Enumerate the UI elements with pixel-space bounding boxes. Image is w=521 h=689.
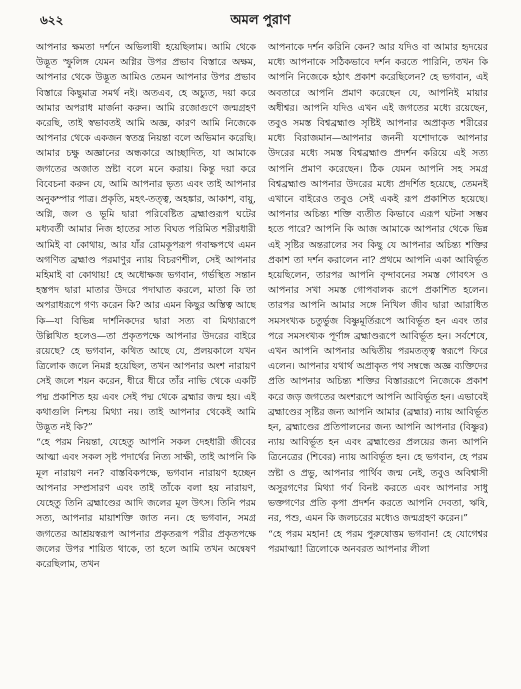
- running-title: অমল পুরাণ: [230, 13, 291, 28]
- left-paragraph-2: “হে পরম নিয়ন্তা, যেহেতু আপনি সকল দেহধারী জীবের আত্মা এবং সকল সৃষ্ট পদার্থের নিত্য সাক্ষী, তাই আপনি কি মূল নারায়ণ নন? বাস্তবিকপক্ষে, ভগবান নারায়ণ হচ্ছেন আপনার সম্প্রসারণ এবং তাই তাঁকে বলা হয় নারায়ণ, যেহেতু তিনি ব্রহ্মাণ্ডের আদি জলের মূল উৎস। তিনি পরম সত্য, আপনার মায়াশক্তি জাত নন। হে ভগবান, সমগ্র জগতের আশ্রয়স্বরূপ আপনার প্রকৃতরূপ পরীর প্রকৃতপক্ষে জলের উপর শায়িত থাকে, তা হলে আমি তখন অন্বেষণ করেছিলাম, তখন: [36, 437, 256, 570]
- left-text-column: [36, 40, 256, 680]
- page-number: ৬২২: [40, 13, 64, 27]
- right-paragraph-2: “হে পরম মহান! হে পরম পুরুষোত্তম ভগবান! হে যোগেশ্বর পরমাত্মা! ত্রিলোকে অনবরত আপনার লীলা: [268, 528, 488, 555]
- left-paragraph-1: আপনার ক্ষমতা দর্শনে অভিলাষী হয়েছিলাম। আমি থেকে উদ্ভূত স্ফুলিঙ্গ যেমন অগ্নির উপর প্রভাব বিস্তারে অক্ষম, আপনার থেকে উদ্ভূত আমিও তেমন আপনার উপর প্রভাব বিস্তারে কিছুমাত্র সমর্থ নই। অতএব, হে অচ্যুত, দয়া করে আমার অপরাধ মার্জনা করুন। আমি রজোগুণে জন্মগ্রহণ করেছি, তাই স্বভাবতই আমি অজ্ঞ, কারণ আমি নিজেকে আপনার থেকে একজন স্বতন্ত্র নিয়ন্তা বলে অভিমান করেছি। আমার চক্ষু অজ্ঞানের অন্ধকারে আচ্ছাদিত, যা আমাকে জগতের অজাত স্রষ্টা বলে মনে করায়। কিন্তু দয়া করে বিবেচনা করুন যে, আমি আপনার ভৃত্য এবং তাই আপনার অনুকম্পার পাত্র। প্রকৃতি, মহৎ-তত্ত্ব, অহঙ্কার, আকাশ, বায়ু, অগ্নি, জল ও ভূমি দ্বারা পরিবেষ্টিত ব্রহ্মাণ্ডরূপ ঘটের মধ্যবর্তী আমার নিজ হাতের সাত বিঘত পরিমিত শরীরধারী আমিই বা কোথায়, আর যাঁর রোমকূপরূপ গবাক্ষপথে এমন অগণিত ব্রহ্মাণ্ড পরমাণুর ন্যায় বিচরণশীল, সেই আপনার মহিমাই বা কোথায়! হে অধোক্ষজ ভগবান, গর্ভস্থিত সন্তান হস্তপদ দ্বারা মাতার উদরে পদাঘাত করলে, মাতা কি তা অপরাধরূপে গণ্য করেন কি? আর এমন কিছুর অস্তিত্ব আছে কি—যা বিভিন্ন দার্শনিকদের দ্বারা সত্য বা মিথ্যারূপে উল্লিখিত হলেও—তা প্রকৃতপক্ষে আপনার উদরের বাইরে রয়েছে? হে ভগবান, কথিত আছে যে, প্রলয়কালে যখন ত্রিলোক জলে নিমগ্ন হয়েছিল, তখন আপনার অংশ নারায়ণ সেই জলে শয়ন করেন, ধীরে ধীরে তাঁর নাভি থেকে একটি পদ্ম প্রকাশিত হয় এবং সেই পদ্ম থেকে ব্রহ্মার জন্ম হয়। এই কথাগুলি নিশ্চয় মিথ্যা নয়। তাই আপনার থেকেই আমি উদ্ভূত নই কি?”: [36, 42, 256, 434]
- right-paragraph-1: আপনাকে দর্শন করিনি কেন? আর যদিও বা আমার হৃদয়ের মধ্যে আপনাকে সঠিকভাবে দর্শন করতে পারিনি, তখন কি আপনি নিজেকে হঠাৎ প্রকাশ করেছিলেন? হে ভগবান, এই অবতারে আপনি প্রমাণ করেছেন যে, আপনিই মায়ার অধীশ্বর। আপনি যদিও এখন এই জগতের মধ্যে রয়েছেন, তবুও সমস্ত বিশ্বব্রহ্মাণ্ড সৃষ্টিই আপনার অপ্রাকৃত শরীরের মধ্যে বিরাজমান—আপনার জননী যশোদাকে আপনার উদরের মধ্যে সমস্ত বিশ্বব্রহ্মাণ্ড প্রদর্শন করিয়ে এই সত্য আপনি প্রমাণ করেছেন। ঠিক যেমন আপনি সহ সমগ্র বিশ্বব্রহ্মাণ্ড আপনার উদরের মধ্যে প্রদর্শিত হয়েছে, তেমনই এখানে বাইরেও তবুও সেই একই রূপ প্রকাশিত হয়েছে। আপনার অচিন্ত্য শক্তি ব্যতীত কিভাবে এরূপ ঘটনা সম্ভব হতে পারে? আপনি কি আজ আমাকে আপনার থেকে ভিন্ন এই সৃষ্টির অন্তরালের সব কিছু যে আপনার অচিন্ত্য শক্তির প্রকাশ তা দর্শন করালেন না? প্রথমে আপনি একা আবির্ভূত হয়েছিলেন, তারপর আপনি বৃন্দাবনের সমস্ত গোবৎস ও আপনার সখা সমস্ত গোপবালক রূপে প্রকাশিত হলেন। তারপর আপনি আমার সঙ্গে নিখিল জীব দ্বারা আরাধিত সমসংখ্যক চতুর্ভুজ বিষ্ণুমূর্তিরূপে আবির্ভূত হন এবং তার পরে সমসংখ্যক পূর্ণাঙ্গ ব্রহ্মাণ্ডরূপে আবির্ভূত হন। সর্বশেষে, এখন আপনি আপনার অদ্বিতীয় পরমতত্ত্ব স্বরূপে ফিরে এলেন। আপনার যথার্থ অপ্রাকৃত পথ সম্বন্ধে অজ্ঞ ব্যক্তিদের প্রতি আপনার অচিন্ত্য শক্তির বিস্তাররূপে নিজেকে প্রকাশ করে জড় জগতের অংশরূপে আপনি আবির্ভূত হন। এভাবেই ব্রহ্মাণ্ডের সৃষ্টির জন্য আপনি আমার (ব্রহ্মার) ন্যায় আবির্ভূত হন, ব্রহ্মাণ্ডের প্রতিপালনের জন্য আপনি আপনার (বিষ্ণুর) ন্যায় আবির্ভূত হন এবং ব্রহ্মাণ্ডের প্রলয়ের জন্য আপনি ত্রিনেত্রের (শিবের) ন্যায় আবির্ভূত হন। হে ভগবান, হে পরম স্রষ্টা ও প্রভু, আপনার পার্থিব জন্ম নেই, তবুও অবিশ্বাসী অসুরগণের মিথ্যা গর্ব বিনষ্ট করতে এবং আপনার সাধু ভক্তগণের প্রতি কৃপা প্রদর্শন করতে আপনি দেবতা, ঋষি, নর, পশু, এমন কি জলচরের মধ্যেও জন্মগ্রহণ করেন।”: [268, 42, 488, 525]
- right-text-column: [268, 40, 488, 680]
- page-header: [0, 0, 521, 34]
